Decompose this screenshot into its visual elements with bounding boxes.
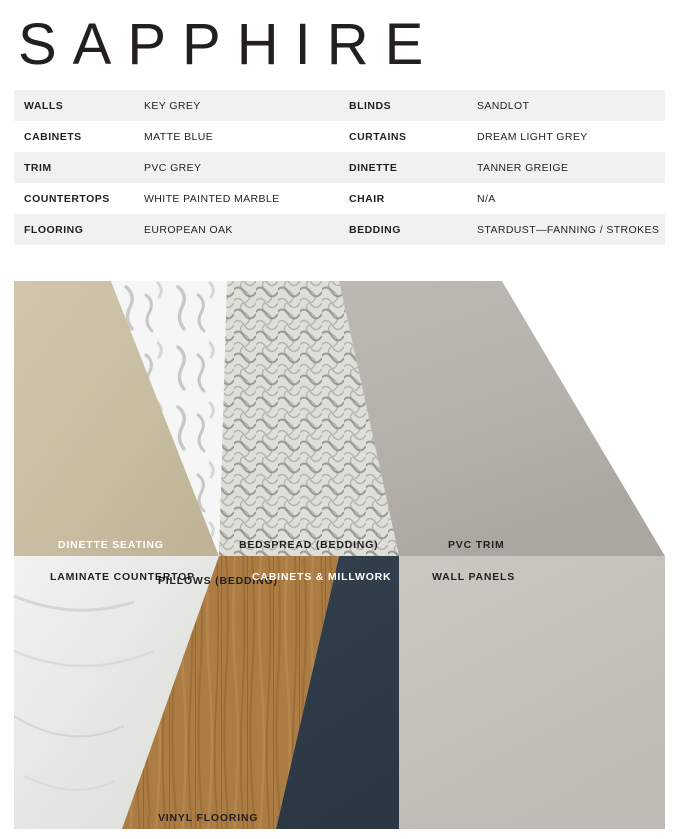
spec-value: SANDLOT bbox=[467, 90, 665, 121]
spec-value: EUROPEAN OAK bbox=[134, 214, 339, 245]
spec-label: BEDDING bbox=[339, 214, 467, 245]
page-title: SAPPHIRE bbox=[18, 12, 440, 77]
label-vinyl-flooring: VINYL FLOORING bbox=[158, 812, 259, 824]
table-row bbox=[14, 121, 665, 152]
spec-label: DINETTE bbox=[339, 152, 467, 183]
bottom-row-swatches bbox=[14, 556, 665, 829]
spec-label: CHAIR bbox=[339, 183, 467, 214]
table-row bbox=[14, 183, 665, 214]
label-laminate-countertop: LAMINATE COUNTERTOP bbox=[50, 571, 195, 583]
spec-label: FLOORING bbox=[14, 214, 134, 245]
specification-table bbox=[14, 90, 665, 245]
spec-value: TANNER GREIGE bbox=[467, 152, 665, 183]
label-pillows: PILLOWS (BEDDING) bbox=[158, 575, 278, 587]
spec-label: WALLS bbox=[14, 90, 134, 121]
label-wall-panels: WALL PANELS bbox=[432, 571, 516, 583]
spec-value: DREAM LIGHT GREY bbox=[467, 121, 665, 152]
title-block bbox=[0, 0, 679, 82]
spec-label: TRIM bbox=[14, 152, 134, 183]
spec-value: MATTE BLUE bbox=[134, 121, 339, 152]
material-board-bottom-row bbox=[14, 556, 665, 829]
label-cabinets-millwork: CABINETS & MILLWORK bbox=[252, 571, 392, 583]
spec-value: KEY GREY bbox=[134, 90, 339, 121]
spec-value: STARDUST—FANNING / STROKES bbox=[467, 214, 665, 245]
label-dinette-seating: DINETTE SEATING bbox=[58, 539, 164, 551]
spec-label: BLINDS bbox=[339, 90, 467, 121]
table-row bbox=[14, 214, 665, 245]
label-bedspread: BEDSPREAD (BEDDING) bbox=[239, 539, 379, 551]
top-row-swatches bbox=[14, 281, 665, 556]
spec-value: N/A bbox=[467, 183, 665, 214]
table-row bbox=[14, 152, 665, 183]
spec-label: CURTAINS bbox=[339, 121, 467, 152]
table-row bbox=[14, 90, 665, 121]
spec-value: PVC GREY bbox=[134, 152, 339, 183]
spec-label: COUNTERTOPS bbox=[14, 183, 134, 214]
spec-label: CABINETS bbox=[14, 121, 134, 152]
material-board bbox=[14, 281, 665, 829]
label-pvc-trim: PVC TRIM bbox=[448, 539, 505, 551]
spec-value: WHITE PAINTED MARBLE bbox=[134, 183, 339, 214]
